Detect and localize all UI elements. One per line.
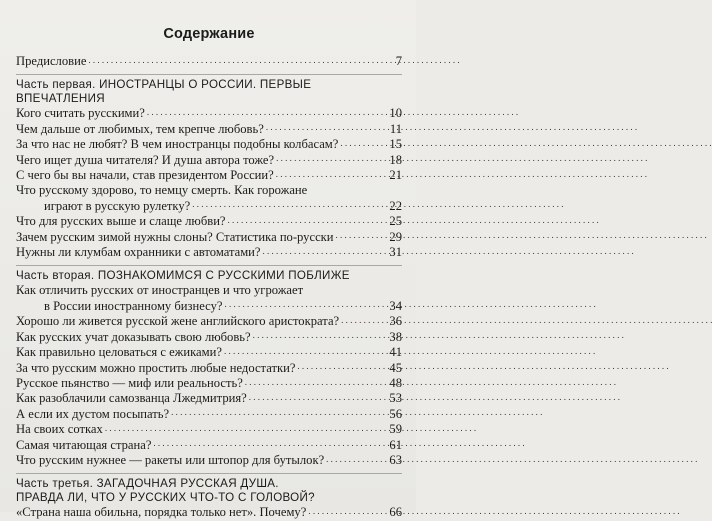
entry-text: Чего ищет душа читателя? И душа автора тоже?: [16, 152, 275, 167]
leader-dots: [276, 154, 384, 164]
entry-text: Что русскому здорово, то немцу смерть. Как горожане: [16, 183, 308, 198]
entry-text: Как отличить русских от иностранцев и что угрожает: [16, 283, 304, 298]
toc-entry[interactable]: [16, 245, 402, 260]
page-number: 15: [389, 137, 402, 152]
toc-title: Содержание: [163, 26, 255, 42]
leader-dots: [308, 506, 384, 516]
page-number: 59: [389, 422, 402, 437]
entry-text: Как правильно целоваться с ежиками?: [16, 345, 222, 360]
page-number: 10: [389, 106, 402, 121]
entry-text: Как русских учат доказывать свою любовь?: [16, 329, 251, 344]
entry-text: С чего бы вы начали, став президентом России?: [16, 168, 274, 183]
leader-dots: [171, 408, 384, 418]
toc-entry[interactable]: [16, 183, 402, 214]
page-number: 18: [389, 152, 402, 167]
entry-text: «Страна наша обильна, порядка только нет». Почему?: [16, 505, 307, 520]
leader-dots: [266, 123, 384, 133]
toc-entry[interactable]: [16, 168, 402, 183]
part-heading-line: ВПЕЧАТЛЕНИЯ: [16, 92, 105, 106]
entry-text: Чем дальше от любимых, тем крепче любовь?: [16, 121, 264, 136]
entry-text: Как разоблачили самозванца Лжедмитрия?: [16, 391, 247, 406]
entry-text: Хорошо ли живется русской жене английского аристократа?: [16, 314, 340, 329]
leader-dots: [263, 246, 384, 256]
entry-text: За что русским можно простить любые недостатки?: [16, 360, 296, 375]
section-divider: [16, 74, 402, 75]
leader-dots: [224, 346, 384, 356]
leader-dots: [253, 331, 384, 341]
page-number: 41: [389, 345, 402, 360]
leader-dots: [245, 377, 384, 387]
entry-text: А если их дустом посыпать?: [16, 406, 170, 421]
entry-text: Что для русских выше и слаще любви?: [16, 214, 226, 229]
leader-dots: [249, 392, 384, 402]
page-number: 31: [389, 245, 402, 260]
leader-dots: [88, 55, 384, 65]
page-number: 45: [389, 360, 402, 375]
leader-dots: [228, 215, 384, 225]
leader-dots: [153, 439, 384, 449]
entry-text: На своих сотках: [16, 422, 103, 437]
toc-entry[interactable]: [16, 453, 402, 468]
entry-text-continued: в России иностранному бизнесу?: [44, 298, 223, 313]
leader-dots: [224, 300, 384, 310]
page-number: 22: [389, 198, 402, 213]
leader-dots: [192, 200, 384, 210]
page-number: 34: [389, 298, 402, 313]
entry-text-continued: играют в русскую рулетку?: [44, 198, 191, 213]
leader-dots: [341, 315, 384, 325]
leader-dots: [147, 107, 384, 117]
entry-text: За что нас не любят? В чем иностранцы подобны колбасам?: [16, 137, 339, 152]
part-heading[interactable]: [16, 269, 402, 283]
page-number: 29: [389, 229, 402, 244]
entry-text: Предисловие: [16, 54, 87, 68]
page-number: 61: [389, 437, 402, 452]
page-number: 63: [389, 452, 402, 467]
page-number: 21: [389, 168, 402, 183]
toc-entry[interactable]: [16, 283, 402, 314]
part-heading-line: Часть первая. ИНОСТРАНЦЫ О РОССИИ. ПЕРВЫЕ: [16, 78, 312, 92]
leader-dots: [336, 231, 384, 241]
leader-dots: [340, 138, 384, 148]
leader-dots: [105, 423, 384, 433]
page-number: 56: [389, 406, 402, 421]
leader-dots: [276, 169, 384, 179]
part-heading[interactable]: [16, 477, 402, 505]
toc-entry[interactable]: [16, 505, 402, 520]
leader-dots: [326, 454, 384, 464]
page-number: 38: [389, 329, 402, 344]
section-divider: [16, 473, 402, 474]
page-number: 66: [389, 505, 402, 520]
page-number: 11: [389, 121, 402, 136]
page-number: 48: [389, 375, 402, 390]
page-number: 7: [395, 54, 402, 68]
page-number: 25: [389, 214, 402, 229]
part-heading[interactable]: [16, 78, 402, 106]
toc-entry-preface[interactable]: [16, 54, 402, 69]
page-number: 53: [389, 391, 402, 406]
leader-dots: [297, 362, 384, 372]
entry-text: Самая читающая страна?: [16, 437, 152, 452]
page-number: 36: [389, 314, 402, 329]
toc-parts: [16, 74, 402, 520]
section-divider: [16, 265, 402, 266]
part-heading-line: Часть третья. ЗАГАДОЧНАЯ РУССКАЯ ДУША.: [16, 477, 279, 491]
entry-text: Кого считать русскими?: [16, 106, 145, 121]
part-heading-line: ПРАВДА ЛИ, ЧТО У РУССКИХ ЧТО-ТО С ГОЛОВОЙ?: [16, 491, 315, 505]
entry-text: Зачем русским зимой нужны слоны? Статистика по-русски: [16, 229, 334, 244]
entry-text: Что русским нужнее — ракеты или штопор для бутылок?: [16, 452, 325, 467]
entry-text: Русское пьянство — миф или реальность?: [16, 375, 243, 390]
part-heading-line: Часть вторая. ПОЗНАКОМИМСЯ С РУССКИМИ ПОБЛИЖЕ: [16, 269, 350, 283]
entry-text: Нужны ли клумбам охранники с автоматами?: [16, 245, 261, 260]
